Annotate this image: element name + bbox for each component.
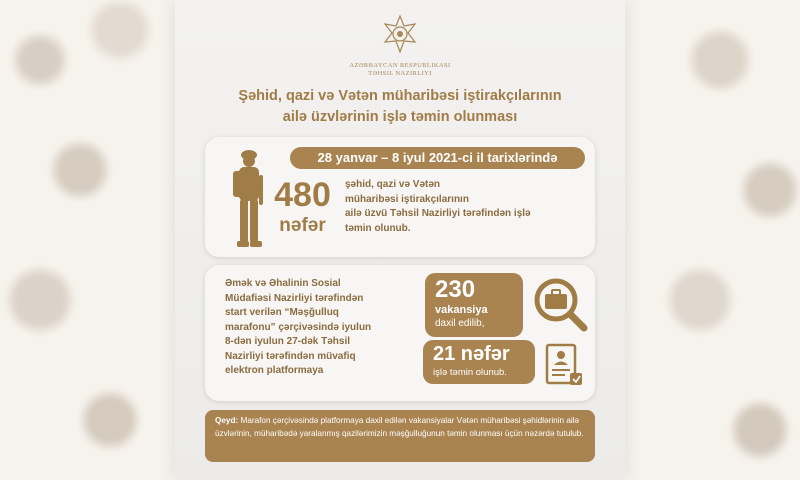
employed-unit: nəfər [279,215,326,236]
briefcase-search-icon [531,275,589,333]
employment-description [345,178,590,236]
date-range-banner: 28 yanvar – 8 iyul 2021-ci il tarixlərində [290,147,585,169]
ministry-name [325,62,475,78]
marathon-description [225,277,410,379]
note-label: Qeyd: [215,416,239,425]
infographic-card [175,0,625,480]
title-line-2: ailə üzvlərinin işlə təmin olunması [282,109,518,125]
employed-sub: işlə təmin olunub. [433,367,507,378]
vacancies-count: 230 [435,276,476,303]
vacancies-badge [425,273,523,337]
title-line-1: Şəhid, qazi və Vətən müharibəsi iştirakçılarının [238,88,562,104]
vacancies-sub: daxil edilib, [435,318,485,329]
marathon-line: Müdafiəsi Nazirliyi tərəfindən [225,292,364,304]
vacancies-label: vakansiya [435,304,488,316]
employed-count-480: 480 [274,176,331,214]
desc-line-2: müharibəsi iştirakçılarının [345,193,469,205]
employment-summary-panel [205,137,595,257]
desc-line-3: ailə üzvü Təhsil Nazirliyi tərəfindən işlə [345,208,531,219]
page-title [185,86,615,128]
employed-count-21: 21 nəfər [433,343,510,365]
desc-line-1: şəhid, qazi və Vətən [345,179,441,190]
marathon-line: 8-dən iyulun 27-dək Təhsil [225,336,351,347]
employed-badge [423,340,535,384]
marathon-panel [205,265,595,401]
ministry-line-2: TƏHSIL NAZIRLIYI [368,70,432,77]
desc-line-4: təmin olunub. [345,222,411,234]
ministry-line-1: AZƏRBAYCAN RESPUBLIKASI [349,62,451,69]
marathon-line: Əmək və Əhalinin Sosial [225,278,341,289]
resume-document-icon [543,343,585,389]
marathon-line: marafonu” çərçivəsində iyulun [225,321,372,333]
marathon-line: Nazirliyi tərəfindən müvafiq [225,350,356,362]
note-box [205,410,595,462]
state-emblem-icon [380,14,420,54]
marathon-line: elektron platformaya [225,365,324,376]
note-text: Marafon çərçivəsində platformaya daxil edilən vakansiyalar Vətən müharibəsi şəhidlərinin ailə üzvlərinin, müharibədə yaralanmış qazilərimizin məşğulluğunun təmin olunması üçün nəzərdə tutulub. [215,416,584,438]
marathon-line: start verilən “Məşğulluq [225,307,339,318]
